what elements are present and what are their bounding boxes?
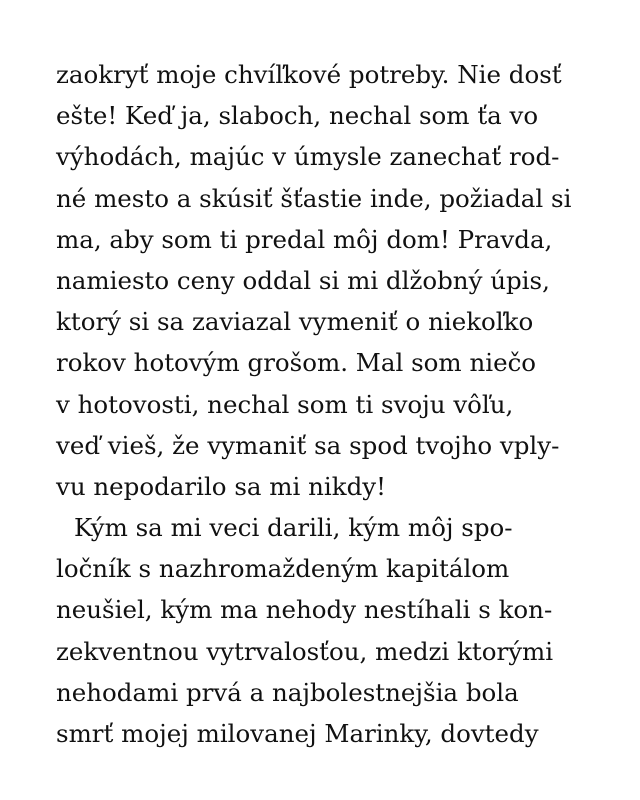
text-line: vu nepodarilo sa mi nikdy! xyxy=(56,471,386,501)
paragraph-2 xyxy=(56,507,588,754)
text-line: namiesto ceny oddal si mi dlžobný úpis, xyxy=(56,265,550,295)
text-line: rokov hotovým grošom. Mal som niečo xyxy=(56,348,537,378)
text-line: veď vieš, že vymaniť sa spod tvojho vply- xyxy=(56,430,560,460)
text-line: Kým sa mi veci darili, kým môj spo- xyxy=(74,513,513,543)
text-line: neušiel, kým ma nehody nestíhali s kon- xyxy=(56,595,553,625)
text-line: ktorý si sa zaviazal vymeniť o niekoľko xyxy=(56,307,534,337)
book-page-text xyxy=(56,54,588,754)
text-line: ešte! Keď ja, slaboch, nechal som ťa vo xyxy=(56,101,539,131)
text-line: né mesto a skúsiť šťastie inde, požiadal si xyxy=(56,183,572,213)
text-line: výhodách, majúc v úmysle zanechať rod- xyxy=(56,142,560,172)
text-line: smrť mojej milovanej Marinky, dovtedy xyxy=(56,719,539,748)
text-line: v hotovosti, nechal som ti svoju vôľu, xyxy=(56,389,514,419)
text-line: ločník s nazhromaždeným kapitálom xyxy=(56,554,510,584)
paragraph-1 xyxy=(56,54,588,507)
text-line: ma, aby som ti predal môj dom! Pravda, xyxy=(56,224,553,254)
text-line: zekventnou vytrvalosťou, medzi ktorými xyxy=(56,636,554,666)
text-line: nehodami prvá a najbolestnejšia bola xyxy=(56,677,519,707)
text-line: zaokryť moje chvíľkové potreby. Nie dosť xyxy=(56,60,562,89)
